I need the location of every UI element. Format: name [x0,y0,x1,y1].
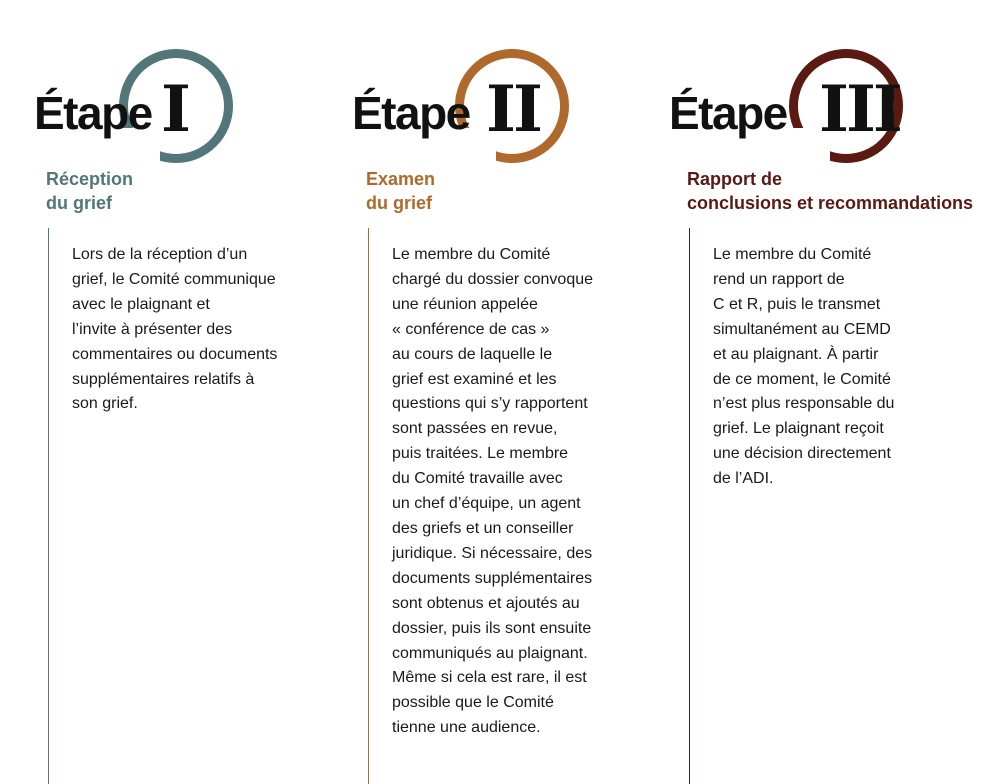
stage-2-etape-label: Étape [352,87,470,139]
stage-1-description: Lors de la réception d’un grief, le Comité communique avec le plaignant et l’invite à présenter des commentaires ou documents supplémentaires relatifs à son grief. [72,246,278,413]
stage-2-subtitle [366,167,435,215]
stage-1-subtitle-line1: Réception [46,169,134,189]
stage-3-subtitle-line2: conclusions et recommandations [687,193,974,213]
stage-1-subtitle [46,167,133,215]
stage-3-numeral: III [819,72,900,147]
stage-1-numeral: I [161,72,188,147]
stage-3-divider [689,228,690,784]
stage-1-subtitle-line2: du grief [46,193,112,213]
stage-2-subtitle-line2: du grief [366,193,432,213]
stage-3-subtitle [687,167,973,215]
stage-1-column [0,0,320,784]
stage-3-etape-label: Étape [669,87,787,139]
stage-3-subtitle-line1: Rapport de [687,169,783,189]
stage-1-divider [48,228,49,784]
stage-2-column [320,0,640,784]
stage-3-column [640,0,974,784]
stage-1-etape-label: Étape [34,87,152,139]
stage-2-numeral: II [486,72,540,147]
stage-3-description: Le membre du Comité rend un rapport de C et R, puis le transmet simultanément au CEMD et au plaignant. À partir de ce moment, le Comité n’est plus responsable du grief. Le plaignant reçoit une décision directement de l’ADI. [713,246,895,488]
stage-2-subtitle-line1: Examen [366,169,436,189]
stage-2-description: Le membre du Comité chargé du dossier convoque une réunion appelée « conférence de cas » au cours de laquelle le grief est examiné et les questions qui s’y rapportent sont passées en revue, puis traitées. Le membre du Comité travaille avec un chef d’équipe, un agent des griefs et un conseiller juridique. Si nécessaire, des documents supplémentaires sont obtenus et ajoutés au dossier, puis ils sont ensuite communiqués au plaignant. Même si cela est rare, il est possible que le Comité tienne une audience. [392,246,594,737]
stage-2-divider [368,228,369,784]
